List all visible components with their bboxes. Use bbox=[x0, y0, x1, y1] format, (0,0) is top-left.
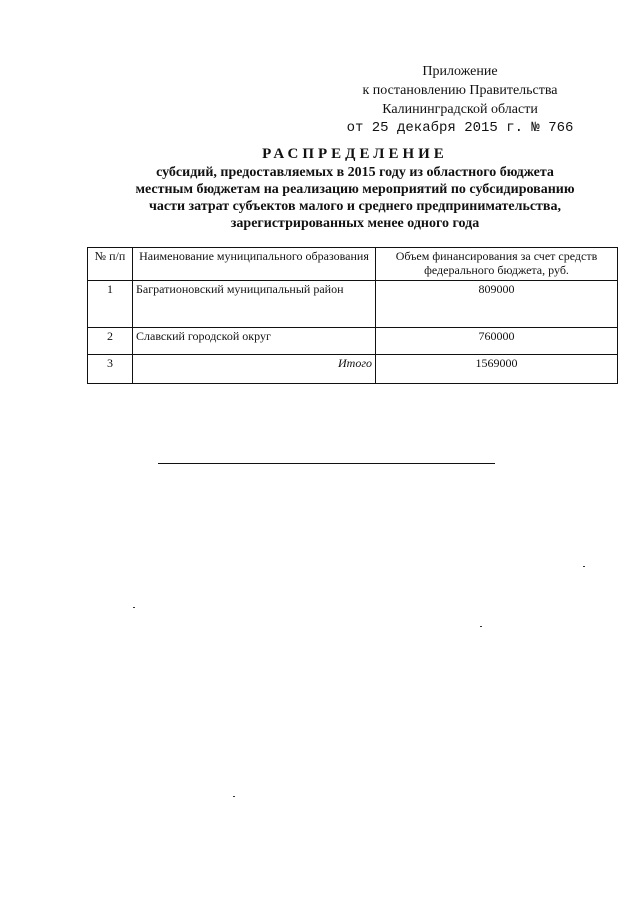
subtitle-line-2: местным бюджетам на реализацию мероприятий по субсидированию bbox=[135, 182, 575, 197]
table-row bbox=[88, 281, 618, 328]
total-label: Итого bbox=[133, 355, 376, 384]
appendix-resolution: к постановлению Правительства bbox=[362, 83, 558, 98]
header-municipality: Наименование муниципального образования bbox=[133, 248, 376, 281]
scan-speck bbox=[133, 607, 135, 608]
scan-speck bbox=[233, 796, 235, 797]
appendix-date-number: от 25 декабря 2015 г. № 766 bbox=[346, 120, 574, 136]
table-row bbox=[88, 328, 618, 355]
row-municipality: Славский городской округ bbox=[133, 328, 376, 355]
appendix-title: Приложение bbox=[422, 64, 498, 79]
table-total-row bbox=[88, 355, 618, 384]
header-amount: Объем финансирования за счет средств федерального бюджета, руб. bbox=[376, 248, 618, 281]
row-number: 3 bbox=[88, 355, 133, 384]
header-number: № п/п bbox=[88, 248, 133, 281]
scan-speck bbox=[480, 626, 482, 627]
document-subtitle bbox=[90, 164, 620, 232]
row-number: 2 bbox=[88, 328, 133, 355]
subtitle-line-1: субсидий, предоставляемых в 2015 году из областного бюджета bbox=[156, 165, 554, 180]
row-amount: 760000 bbox=[376, 328, 618, 355]
row-municipality: Багратионовский муниципальный район bbox=[133, 281, 376, 328]
document-title: РАСПРЕДЕЛЕНИЕ bbox=[262, 146, 448, 162]
closing-rule bbox=[158, 463, 495, 464]
table-header-row bbox=[88, 248, 618, 281]
subtitle-line-4: зарегистрированных менее одного года bbox=[230, 216, 480, 231]
appendix-region: Калининградской области bbox=[382, 102, 538, 117]
subtitle-line-3: части затрат субъектов малого и среднего предпринимательства, bbox=[149, 199, 561, 214]
scan-speck bbox=[583, 566, 585, 567]
appendix-block bbox=[320, 62, 600, 138]
row-number: 1 bbox=[88, 281, 133, 328]
total-amount: 1569000 bbox=[376, 355, 618, 384]
row-amount: 809000 bbox=[376, 281, 618, 328]
distribution-table bbox=[87, 247, 618, 384]
